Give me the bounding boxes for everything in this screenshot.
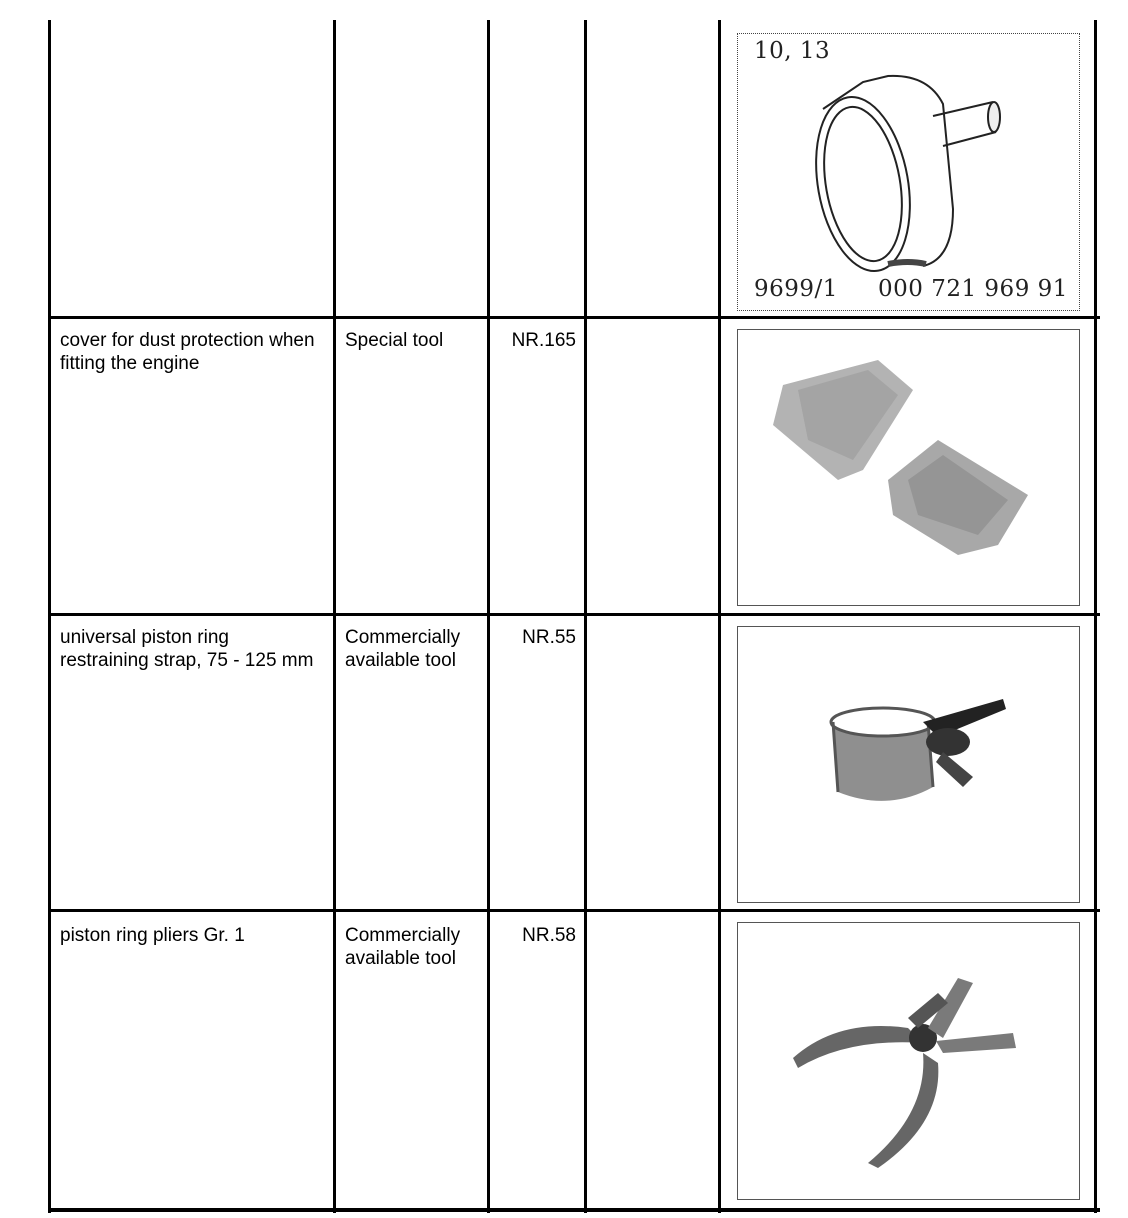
designation-cell: piston ring pliers Gr. 1: [60, 925, 245, 946]
piston-ring-strap-figure: [737, 626, 1080, 903]
number-cell: NR.55: [522, 627, 576, 648]
piston-ring-pliers-photo: [738, 923, 1079, 1199]
number-cell: NR.165: [511, 330, 576, 351]
ring-sleeve-figure: [737, 33, 1080, 311]
table-bottom-rule: [48, 1208, 1100, 1212]
dust-cover-figure: [737, 329, 1080, 606]
table-row: [48, 319, 1094, 613]
type-cell: Commercially available tool: [345, 627, 461, 671]
ring-sleeve-drawing: [738, 34, 1079, 310]
type-cell: Commercially available tool: [345, 925, 461, 969]
designation-cell: universal piston ring restraining strap, 75 - 125 mm: [60, 627, 314, 671]
table-row: [48, 20, 1094, 316]
table-row: [48, 912, 1094, 1208]
figure-ref-right: 000 721 969 91: [878, 276, 1068, 302]
table-rule: [1094, 20, 1097, 1213]
number-cell: NR.58: [522, 925, 576, 946]
dust-cover-photo: [738, 330, 1079, 605]
type-cell: Special tool: [345, 330, 444, 351]
piston-ring-pliers-figure: [737, 922, 1080, 1200]
designation-cell: cover for dust protection when fitting the engine: [60, 330, 315, 374]
tool-table: [48, 20, 1100, 1213]
figure-ref-top: 10, 13: [754, 38, 831, 64]
figure-ref-left: 9699/1: [754, 276, 838, 302]
table-row: [48, 616, 1094, 909]
piston-ring-strap-photo: [738, 627, 1079, 902]
